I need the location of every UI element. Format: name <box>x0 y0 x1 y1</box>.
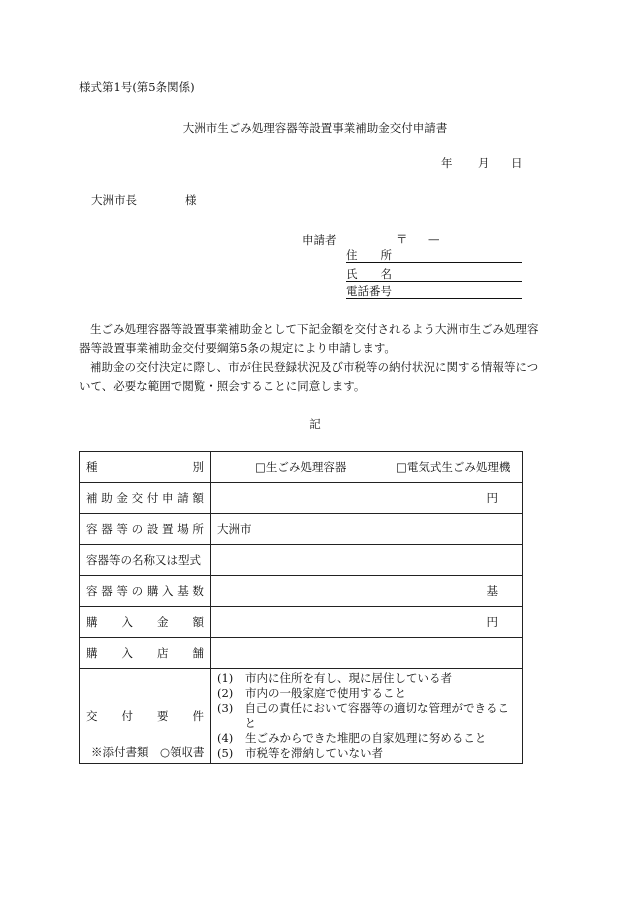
requirements-label: 交 付 要 件 <box>86 709 204 723</box>
list-item: (3) 自己の責任において容器等の適切な管理ができること <box>217 701 510 730</box>
table-row <box>80 483 523 514</box>
body-paragraph-2: 補助金の交付決定に際し、市が住民登録状況及び市税等の納付状況に関する情報等について、必要な範囲で閲覧・照会することに同意します。 <box>79 360 539 393</box>
price-field[interactable] <box>211 607 523 638</box>
quantity-field[interactable] <box>211 576 523 607</box>
table-row <box>80 545 523 576</box>
list-item: (5) 市税等を滞納していない者 <box>217 746 383 760</box>
addressee-name: 大洲市長 <box>91 193 137 207</box>
table-row <box>80 452 523 483</box>
postal-dash: — <box>428 232 440 246</box>
table-row <box>80 607 523 638</box>
name-field[interactable] <box>346 267 522 282</box>
date-month: 月 <box>478 156 490 170</box>
attachment-label: ※添付書類 <box>91 745 149 759</box>
table-row <box>80 576 523 607</box>
price-unit: 円 <box>486 615 498 629</box>
phone-field[interactable] <box>346 284 522 299</box>
form-number: 様式第1号(第5条関係) <box>79 80 195 94</box>
location-field[interactable] <box>211 514 523 545</box>
body-paragraph-1: 生ごみ処理容器等設置事業補助金として下記金額を交付されるよう大洲市生ごみ処理容器等設置事業補助金交付要綱第5条の規定により申請します。 <box>79 322 539 355</box>
date-day: 日 <box>511 156 523 170</box>
type-option-electric[interactable]: □電気式生ごみ処理機 <box>396 460 511 474</box>
location-value: 大洲市 <box>217 522 252 536</box>
quantity-unit: 基 <box>486 584 498 598</box>
address-field[interactable] <box>346 248 522 263</box>
amount-unit: 円 <box>486 491 498 505</box>
ki-heading: 記 <box>309 417 321 431</box>
model-label: 容器等の名称又は型式 <box>86 553 201 567</box>
type-label-cell <box>80 452 211 483</box>
store-label: 購 入 店 舗 <box>86 646 204 660</box>
type-options-cell <box>211 452 523 483</box>
amount-field[interactable] <box>211 483 523 514</box>
application-table <box>79 451 523 764</box>
postal-mark: 〒 <box>396 232 408 246</box>
document-title: 大洲市生ごみ処理容器等設置事業補助金交付申請書 <box>182 121 448 135</box>
address-label: 住 所 <box>346 248 392 262</box>
table-row <box>80 514 523 545</box>
attachment-item: ○領収書 <box>160 745 205 759</box>
date-year: 年 <box>441 156 453 170</box>
type-option-container[interactable]: □生ごみ処理容器 <box>255 460 347 474</box>
phone-label: 電話番号 <box>346 284 392 298</box>
model-field[interactable] <box>211 545 523 576</box>
requirements-list <box>217 669 516 763</box>
amount-label: 補 助 金 交 付 申 請 額 <box>86 491 204 505</box>
addressee-honorific: 様 <box>185 193 197 207</box>
name-label: 氏 名 <box>346 267 392 281</box>
location-label: 容 器 等 の 設 置 場 所 <box>86 522 204 536</box>
table-row <box>80 638 523 669</box>
list-item: (4) 生ごみからできた堆肥の自家処理に努めること <box>217 731 487 745</box>
applicant-label: 申請者 <box>302 233 337 247</box>
type-label: 種 別 <box>86 460 204 474</box>
requirements-cell <box>211 669 523 764</box>
store-field[interactable] <box>211 638 523 669</box>
quantity-label: 容 器 等 の 購 入 基 数 <box>86 584 204 598</box>
list-item: (1) 市内に住所を有し、現に居住している者 <box>217 671 452 685</box>
list-item: (2) 市内の一般家庭で使用すること <box>217 686 406 700</box>
price-label: 購 入 金 額 <box>86 615 204 629</box>
